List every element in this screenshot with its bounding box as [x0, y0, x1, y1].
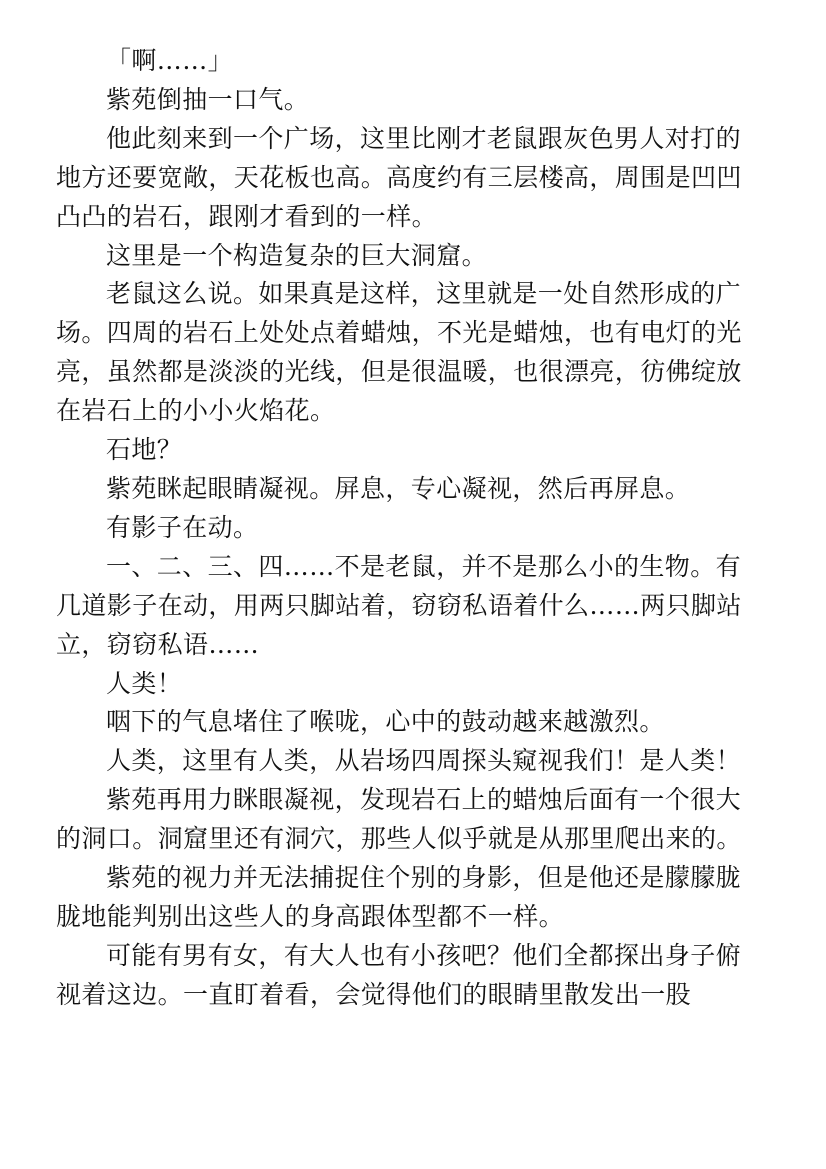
document-page — [56, 42, 756, 1015]
paragraph: 「啊……」 — [106, 46, 234, 75]
paragraph: 他此刻来到一个广场，这里比刚才老鼠跟灰色男人对打的地方还要宽敞，天花板也高。高度约有三层楼高，周围是凹凹凸凸的岩石，跟刚才看到的一样。 — [56, 123, 742, 231]
paragraph: 人类！ — [106, 668, 183, 698]
paragraph: 石地？ — [106, 435, 183, 465]
paragraph: 紫苑眯起眼睛凝视。屏息，专心凝视，然后再屏息。 — [106, 473, 691, 503]
paragraph: 有影子在动。 — [106, 512, 259, 542]
paragraph: 咽下的气息堵住了喉咙，心中的鼓动越来越激烈。 — [106, 707, 665, 737]
paragraph: 紫苑再用力眯眼凝视，发现岩石上的蜡烛后面有一个很大的洞口。洞窟里还有洞穴，那些人似乎就是从那里爬出来的。 — [56, 785, 742, 854]
paragraph: 人类，这里有人类，从岩场四周探头窥视我们！是人类！ — [106, 746, 742, 776]
paragraph: 老鼠这么说。如果真是这样，这里就是一处自然形成的广场。四周的岩石上处处点着蜡烛，不光是蜡烛，也有电灯的光亮，虽然都是淡淡的光线，但是很温暖，也很漂亮，彷佛绽放在岩石上的小小火焰花。 — [56, 279, 742, 426]
paragraph: 一、二、三、四……不是老鼠，并不是那么小的生物。有几道影子在动，用两只脚站着，窃窃私语着什么……两只脚站立，窃窃私语…… — [56, 551, 742, 659]
paragraph: 紫苑倒抽一口气。 — [106, 84, 310, 114]
paragraph: 紫苑的视力并无法捕捉住个别的身影，但是他还是朦朦胧胧地能判别出这些人的身高跟体型都不一样。 — [56, 863, 742, 931]
paragraph: 这里是一个构造复杂的巨大洞窟。 — [106, 240, 488, 270]
paragraph: 可能有男有女，有大人也有小孩吧？他们全都探出身子俯视着这边。一直盯着看，会觉得他们的眼睛里散发出一股 — [56, 940, 742, 1009]
